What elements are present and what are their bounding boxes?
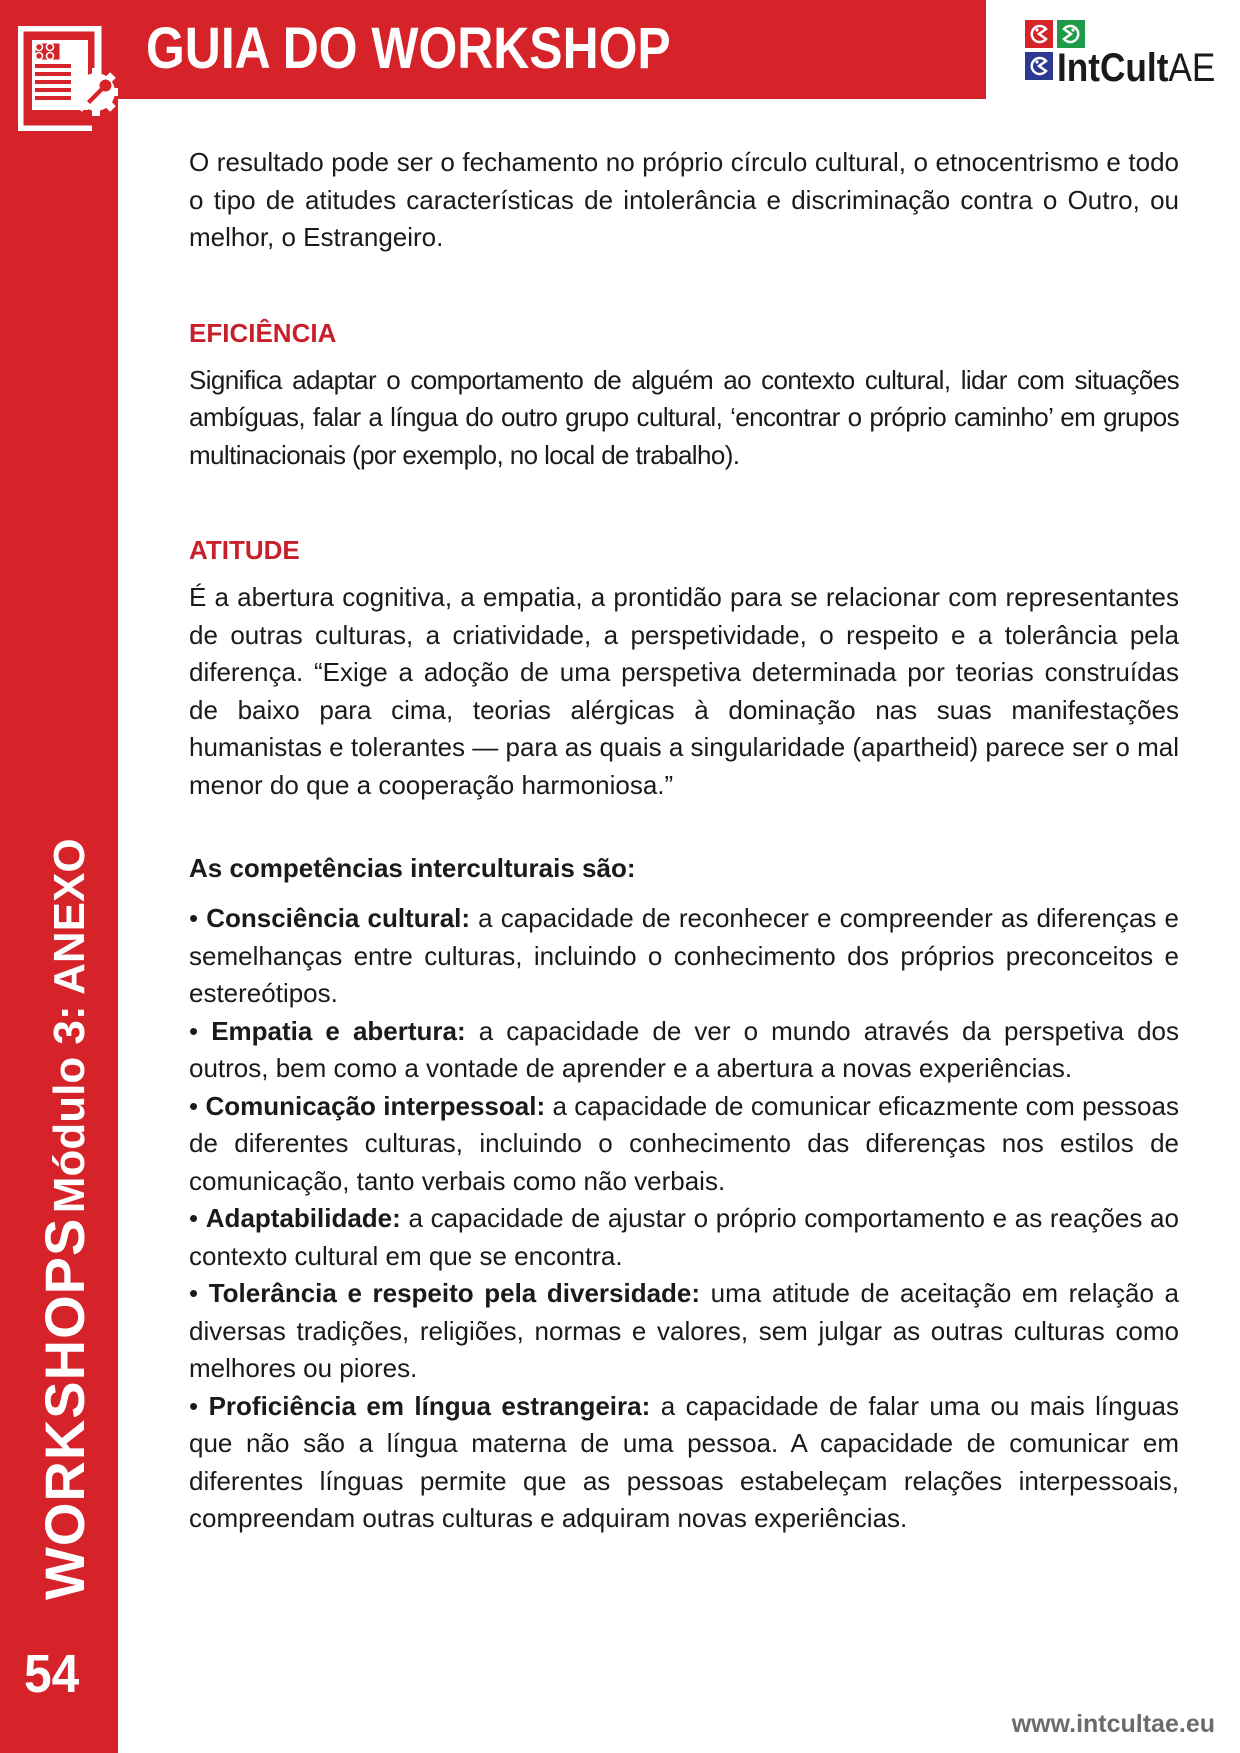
bullet-dot: • (189, 903, 199, 933)
competency-term: Tolerância e respeito pela diversidade: (208, 1278, 701, 1308)
section-heading-eficiencia: EFICIÊNCIA (189, 317, 337, 348)
logo-wordmark (1057, 46, 1215, 90)
competency-item (189, 1088, 1179, 1201)
competency-term: Proficiência em língua estrangeira: (208, 1390, 651, 1421)
page-number: 54 (24, 1644, 80, 1704)
section-body-atitude: É a abertura cognitiva, a empatia, a prontidão para se relacionar com representantes de outras culturas, a criatividade, a perspetividade, o respeito e a tolerância pela diferença. “Exige a adoção de uma perspetiva determinada por teorias construídas de baixo para cima, teorias alérgicas à dominação nas suas manifestações humanistas e tolerantes — para as quais a singularidade (apartheid) parece ser o mal menor do que a cooperação harmoniosa.” (189, 582, 1179, 800)
competency-text: a capacidade de reconhecer e compreender as diferenças e semelhanças entre culturas, incluindo o conhecimento dos próprios preconceitos e estereótipos. (189, 903, 1179, 1008)
competency-item (189, 1275, 1179, 1388)
sidebar-label-workshops: WORKSHOPS (33, 1217, 96, 1600)
sidebar-label-module: Módulo 3: ANEXO (45, 838, 94, 1214)
competency-term: Empatia e abertura: (211, 1015, 466, 1046)
bullet-dot: • (189, 1203, 199, 1233)
intcultae-logo (1025, 20, 1215, 90)
competency-text: a capacidade de ajustar o próprio comportamento e as reações ao contexto cultural em que se encontra. (189, 1203, 1179, 1271)
competency-text: a capacidade de ver o mundo através da perspetiva dos outros, bem como a vontade de aprender e a abertura a novas experiências. (189, 1015, 1180, 1083)
bullet-dot: • (189, 1390, 199, 1421)
competency-item (189, 900, 1179, 1013)
competency-item (189, 1200, 1179, 1275)
competency-term: Comunicação interpessoal: (205, 1090, 546, 1121)
logo-text-bold: IntCult (1057, 46, 1169, 90)
competency-text: a capacidade de comunicar eficazmente com pessoas de diferentes culturas, incluindo o conhecimento das diferenças nos estilos de comunicação, tanto verbais como não verbais. (189, 1090, 1179, 1196)
competency-text: a capacidade de falar uma ou mais línguas que não são a língua materna de uma pessoa. A capacidade de comunicar em diferentes línguas permite que as pessoas estabeleçam relações interpessoais, compreendam outras culturas e adquiram novas experiências. (189, 1390, 1179, 1533)
competencies-title: As competências interculturais são: (189, 853, 636, 883)
main-content (189, 144, 1179, 1538)
competency-item (189, 1013, 1179, 1088)
bullet-dot: • (189, 1090, 199, 1121)
footer-website-link[interactable]: www.intcultae.eu (1011, 1710, 1215, 1738)
workshop-guide-icon (18, 26, 118, 131)
intro-paragraph: O resultado pode ser o fechamento no próprio círculo cultural, o etnocentrismo e todo o tipo de atitudes características de intolerância e discriminação contra o Outro, ou melhor, o Estrangeiro. (189, 147, 1179, 252)
bullet-dot: • (189, 1278, 199, 1308)
pacman-face-blue-icon (1025, 52, 1053, 80)
section-heading-atitude: ATITUDE (189, 535, 300, 565)
competency-item (189, 1388, 1179, 1538)
logo-text-light: AE (1168, 46, 1216, 90)
bullet-dot: • (189, 1015, 199, 1046)
competency-text: uma atitude de aceitação em relação a diversas tradições, religiões, normas e valores, sem julgar as outras culturas como melhores ou piores. (189, 1278, 1179, 1383)
pacman-face-red-icon (1025, 20, 1053, 48)
sidebar-section-label (32, 838, 97, 1600)
page-title: GUIA DO WORKSHOP (146, 16, 671, 81)
pacman-face-green-icon (1057, 20, 1085, 48)
competency-term: Consciência cultural: (206, 903, 471, 933)
section-body-eficiencia: Significa adaptar o comportamento de alguém ao contexto cultural, lidar com situações ambíguas, falar a língua do outro grupo cultural, ‘encontrar o próprio caminho’ em grupos multinacionais (por exemplo, no local de trabalho). (189, 364, 1179, 470)
competency-term: Adaptabilidade: (205, 1203, 401, 1233)
